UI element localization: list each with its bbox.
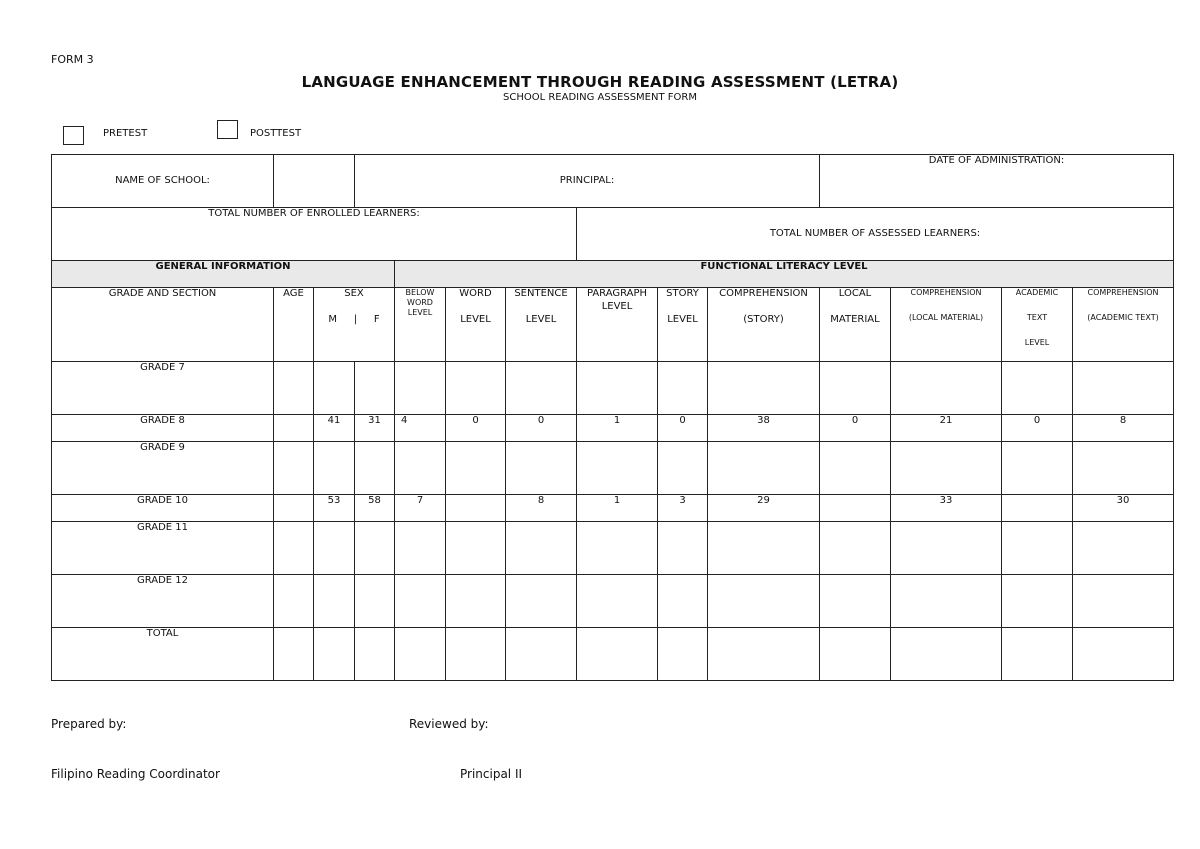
paragraph-line-1: PARAGRAPH [586,288,648,299]
local-cell[interactable] [820,495,891,522]
comp-local-line-2: (LOCAL MATERIAL) [908,313,984,322]
prepared-by-label: Prepared by: [51,717,127,731]
grade-cell: GRADE 9 [52,442,274,495]
enrolled-learners-field[interactable]: TOTAL NUMBER OF ENROLLED LEARNERS: [52,208,577,261]
male-cell[interactable] [314,575,355,628]
age-header: AGE [274,288,314,362]
word-cell[interactable] [446,575,506,628]
local-line-2: MATERIAL [830,313,880,325]
word-cell[interactable]: 0 [446,415,506,442]
paragraph-cell[interactable] [577,628,658,681]
paragraph-line-2: LEVEL [601,300,633,312]
sentence-cell[interactable] [506,362,577,415]
grade-cell: GRADE 11 [52,522,274,575]
academic-line-3: LEVEL [1024,338,1050,347]
academic-cell[interactable]: 0 [1002,415,1073,442]
table-row [52,442,1174,495]
female-cell[interactable] [355,362,395,415]
comprehension-story-header [708,288,820,362]
table-row [52,415,1174,442]
sentence-line-1: SENTENCE [514,288,568,299]
sentence-cell[interactable] [506,628,577,681]
school-name-field[interactable]: NAME OF SCHOOL: [52,155,274,208]
age-cell[interactable] [274,415,314,442]
general-information-heading: GENERAL INFORMATION [52,261,395,288]
local-cell[interactable] [820,628,891,681]
word-level-header [446,288,506,362]
below-word-cell[interactable]: 4 [395,415,446,442]
age-cell[interactable] [274,522,314,575]
story-cell[interactable] [658,362,708,415]
principal-title-label: Principal II [460,767,523,781]
sentence-cell[interactable] [506,442,577,495]
comprehension-local-header [891,288,1002,362]
age-cell[interactable] [274,495,314,522]
form-number: FORM 3 [51,53,94,66]
word-line-1: WORD [459,288,492,299]
comp-story-cell[interactable] [708,628,820,681]
below-word-cell[interactable] [395,362,446,415]
paragraph-level-header [577,288,658,362]
story-cell[interactable]: 3 [658,495,708,522]
academic-line-2: TEXT [1026,313,1048,322]
age-cell[interactable] [274,442,314,495]
comp-story-line-2: (STORY) [743,313,784,325]
male-cell[interactable]: 53 [314,495,355,522]
table-row [52,575,1174,628]
story-line-2: LEVEL [667,313,698,325]
word-cell[interactable] [446,522,506,575]
academic-cell[interactable] [1002,522,1073,575]
sentence-line-2: LEVEL [525,313,557,325]
sentence-cell[interactable] [506,522,577,575]
female-cell[interactable]: 58 [355,495,395,522]
male-cell[interactable] [314,362,355,415]
table-row [52,362,1174,415]
below-word-cell[interactable] [395,628,446,681]
male-cell[interactable]: 41 [314,415,355,442]
female-cell[interactable] [355,628,395,681]
comp-academic-cell[interactable]: 30 [1073,495,1174,522]
comp-local-cell[interactable] [891,628,1002,681]
word-cell[interactable] [446,628,506,681]
local-line-1: LOCAL [838,288,872,299]
age-cell[interactable] [274,362,314,415]
paragraph-cell[interactable] [577,442,658,495]
story-line-1: STORY [666,288,699,299]
comp-academic-line-1: COMPREHENSION [1087,288,1159,297]
below-word-cell[interactable] [395,522,446,575]
paragraph-cell[interactable] [577,575,658,628]
comp-local-cell[interactable] [891,575,1002,628]
comp-story-cell[interactable]: 29 [708,495,820,522]
school-info-row [52,155,1174,208]
comp-local-line-1: COMPREHENSION [910,288,982,297]
comp-story-line-1: COMPREHENSION [719,288,808,299]
age-cell[interactable] [274,628,314,681]
female-cell[interactable] [355,575,395,628]
male-cell[interactable] [314,628,355,681]
below-word-line-3: LEVEL [407,308,433,317]
local-cell[interactable]: 0 [820,415,891,442]
paragraph-cell[interactable]: 1 [577,495,658,522]
comp-academic-cell[interactable] [1073,442,1174,495]
local-cell[interactable] [820,575,891,628]
local-cell[interactable] [820,362,891,415]
comp-academic-cell[interactable]: 8 [1073,415,1174,442]
comp-local-cell[interactable] [891,442,1002,495]
sex-m-label: M [328,313,337,325]
below-word-cell[interactable] [395,442,446,495]
academic-line-1: ACADEMIC [1015,288,1059,297]
academic-cell[interactable] [1002,575,1073,628]
local-cell[interactable] [820,522,891,575]
word-cell[interactable] [446,442,506,495]
comp-story-cell[interactable] [708,522,820,575]
table-row [52,495,1174,522]
date-field[interactable]: DATE OF ADMINISTRATION: [820,155,1174,208]
sex-label: SEX [344,288,364,299]
academic-cell[interactable] [1002,628,1073,681]
grade-cell: GRADE 12 [52,575,274,628]
academic-cell[interactable] [1002,362,1073,415]
comp-local-cell[interactable] [891,362,1002,415]
table-row-total [52,628,1174,681]
below-word-line-2: WORD [407,298,433,307]
section-row [52,261,1174,288]
comp-academic-cell[interactable] [1073,628,1174,681]
word-cell[interactable] [446,495,506,522]
posttest-checkbox[interactable] [217,120,238,139]
sentence-cell[interactable] [506,575,577,628]
comp-story-cell[interactable]: 38 [708,415,820,442]
school-name-value[interactable] [274,155,355,208]
paragraph-cell[interactable] [577,522,658,575]
pretest-checkbox[interactable] [63,126,84,145]
age-cell[interactable] [274,575,314,628]
sentence-cell[interactable]: 8 [506,495,577,522]
story-cell[interactable] [658,575,708,628]
sex-separator: | [353,313,358,325]
male-cell[interactable] [314,522,355,575]
form-subtitle: SCHOOL READING ASSESSMENT FORM [503,92,697,103]
academic-cell[interactable] [1002,442,1073,495]
form-title: LANGUAGE ENHANCEMENT THROUGH READING ASSESSMENT (LETRA) [301,73,899,91]
sentence-cell[interactable]: 0 [506,415,577,442]
grade-section-header: GRADE AND SECTION [52,288,274,362]
local-material-header [820,288,891,362]
female-cell[interactable] [355,522,395,575]
comp-local-cell[interactable]: 21 [891,415,1002,442]
comp-academic-cell[interactable] [1073,522,1174,575]
learner-count-row [52,208,1174,261]
word-cell[interactable] [446,362,506,415]
below-word-level-header [395,288,446,362]
grade-cell: GRADE 10 [52,495,274,522]
below-word-cell[interactable]: 7 [395,495,446,522]
table-row [52,522,1174,575]
comp-academic-cell[interactable] [1073,575,1174,628]
grade-cell: GRADE 7 [52,362,274,415]
sentence-level-header [506,288,577,362]
sex-header [314,288,395,362]
assessment-table [51,154,1174,681]
comp-academic-cell[interactable] [1073,362,1174,415]
word-line-2: LEVEL [460,313,491,325]
comp-academic-line-2: (ACADEMIC TEXT) [1087,313,1159,322]
male-cell[interactable] [314,442,355,495]
comp-local-cell[interactable] [891,522,1002,575]
reviewed-by-label: Reviewed by: [409,717,489,731]
story-cell[interactable] [658,628,708,681]
story-cell[interactable] [658,522,708,575]
coordinator-label: Filipino Reading Coordinator [51,767,220,781]
story-level-header [658,288,708,362]
comp-story-cell[interactable] [708,442,820,495]
grade-cell: TOTAL [52,628,274,681]
assessed-learners-field[interactable]: TOTAL NUMBER OF ASSESSED LEARNERS: [577,208,1174,261]
sex-f-label: F [373,313,380,325]
female-cell[interactable] [355,442,395,495]
comp-story-cell[interactable] [708,575,820,628]
comprehension-academic-header [1073,288,1174,362]
academic-cell[interactable] [1002,495,1073,522]
comp-story-cell[interactable] [708,362,820,415]
functional-literacy-heading: FUNCTIONAL LITERACY LEVEL [395,261,1174,288]
posttest-label: POSTTEST [250,128,302,139]
academic-text-level-header [1002,288,1073,362]
paragraph-cell[interactable] [577,362,658,415]
comp-local-cell[interactable]: 33 [891,495,1002,522]
female-cell[interactable]: 31 [355,415,395,442]
local-cell[interactable] [820,442,891,495]
below-word-line-1: BELOW [405,288,435,297]
paragraph-cell[interactable]: 1 [577,415,658,442]
column-header-row [52,288,1174,362]
story-cell[interactable]: 0 [658,415,708,442]
grade-cell: GRADE 8 [52,415,274,442]
below-word-cell[interactable] [395,575,446,628]
story-cell[interactable] [658,442,708,495]
pretest-label: PRETEST [103,128,148,139]
principal-field[interactable]: PRINCIPAL: [355,155,820,208]
